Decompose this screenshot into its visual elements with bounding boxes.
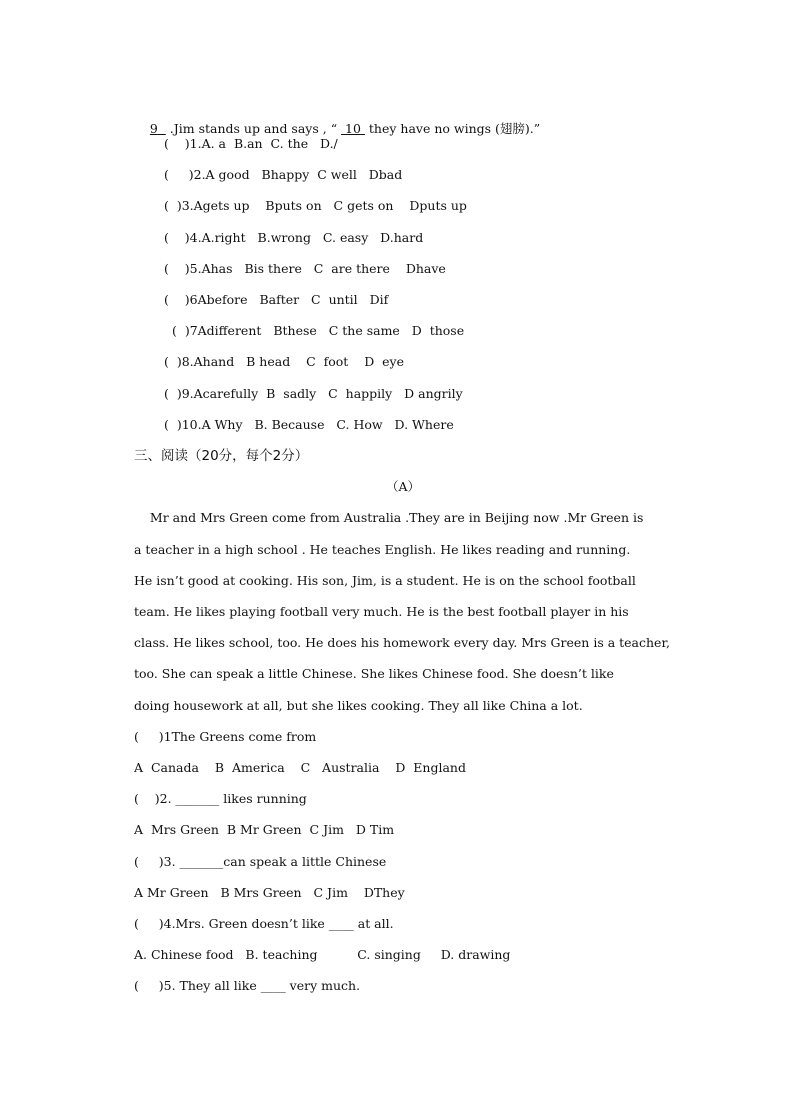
passage-line: He isn’t good at cooking. His son, Jim, is a student. He is on the school football bbox=[134, 573, 636, 588]
stem-blank-number: 10 bbox=[345, 121, 361, 136]
cloze-option: ( )5.Ahas Bis there C are there Dhave bbox=[164, 261, 446, 276]
cloze-option: ( )8.Ahand B head C foot D eye bbox=[164, 354, 405, 369]
passage-line: too. She can speak a little Chinese. She likes Chinese food. She doesn’t like bbox=[134, 666, 614, 681]
question-options: A Mr Green B Mrs Green C Jim DThey bbox=[134, 885, 405, 900]
cloze-option: ( )7Adifferent Bthese C the same D those bbox=[172, 323, 465, 338]
question-options: A Mrs Green B Mr Green C Jim D Tim bbox=[134, 822, 395, 837]
stem-text-b: they have no wings (翅膀).” bbox=[364, 121, 541, 136]
question-stem: ( )2. _______ likes running bbox=[134, 791, 307, 806]
question-stem: ( )5. They all like ____ very much. bbox=[134, 978, 361, 993]
question-options: A. Chinese food B. teaching C. singing D. drawing bbox=[134, 947, 511, 962]
section-title: 三、阅读（20分，每个2分） bbox=[134, 448, 309, 464]
cloze-option: ( )4.A.right B.wrong C. easy D.hard bbox=[164, 230, 424, 245]
stem-blank bbox=[341, 121, 365, 136]
passage-line: class. He likes school, too. He does his homework every day. Mrs Green is a teacher, bbox=[134, 635, 671, 650]
cloze-option: ( )10.A Why B. Because C. How D. Where bbox=[164, 417, 454, 432]
passage-line: team. He likes playing football very much. He is the best football player in his bbox=[134, 604, 629, 619]
question-stem: ( )1The Greens come from bbox=[134, 729, 317, 744]
cloze-option: ( )9.Acarefully B sadly C happily D angrily bbox=[164, 386, 463, 401]
cloze-option: ( )3.Agets up Bputs on C gets on Dputs up bbox=[164, 198, 467, 213]
question-stem: ( )4.Mrs. Green doesn’t like ____ at all. bbox=[134, 916, 394, 931]
passage-label: （A） bbox=[386, 479, 421, 494]
cloze-option: ( )6Abefore Bafter C until Dif bbox=[164, 292, 389, 307]
passage-line: Mr and Mrs Green come from Australia .They are in Beijing now .Mr Green is bbox=[134, 510, 644, 525]
cloze-option: ( )2.A good Bhappy C well Dbad bbox=[164, 167, 403, 182]
cloze-option: ( )1.A. a B.an C. the D./ bbox=[164, 136, 338, 151]
passage-line: a teacher in a high school . He teaches English. He likes reading and running. bbox=[134, 542, 631, 557]
stem-number: 9 bbox=[149, 121, 158, 136]
stem-text-a: .Jim stands up and says , “ bbox=[165, 121, 342, 136]
question-options: A Canada B America C Australia D England bbox=[134, 760, 466, 775]
passage-line: doing housework at all, but she likes cooking. They all like China a lot. bbox=[134, 698, 583, 713]
question-stem: ( )3. _______can speak a little Chinese bbox=[134, 854, 387, 869]
stem-number-pad bbox=[158, 121, 166, 136]
